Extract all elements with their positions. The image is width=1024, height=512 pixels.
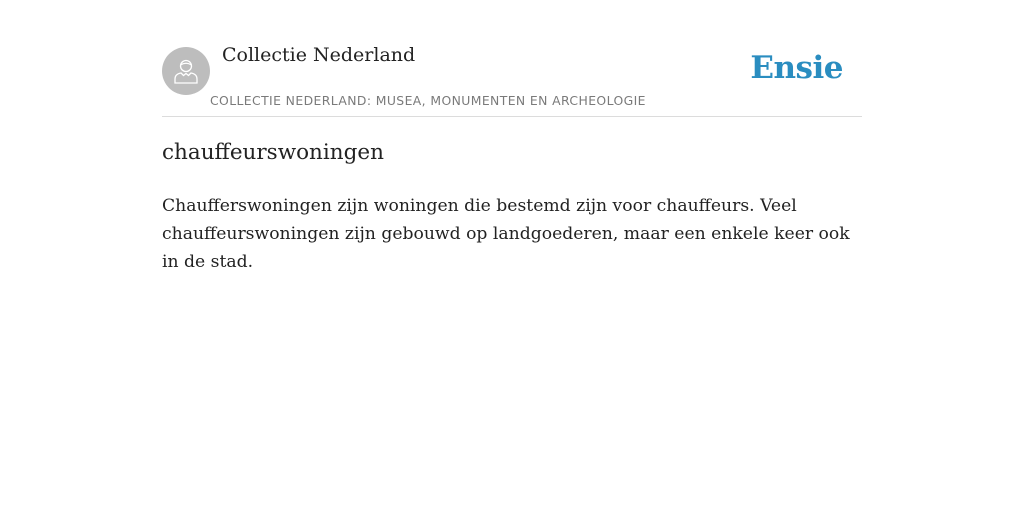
author-avatar[interactable] (162, 47, 210, 95)
user-avatar-icon (171, 56, 201, 86)
author-name[interactable]: Collectie Nederland (222, 44, 416, 66)
ensie-logo[interactable]: Ensie (750, 50, 843, 86)
entry-definition: Chaufferswoningen zijn woningen die bestemd zijn voor chauffeurs. Veel chauffeurswoningen zijn gebouwd op landgoederen, maar een enkele keer ook in de stad. (162, 196, 850, 272)
entry-card (162, 0, 862, 272)
author-subtitle: COLLECTIE NEDERLAND: MUSEA, MONUMENTEN EN ARCHEOLOGIE (210, 93, 646, 108)
entry-title: chauffeurswoningen (162, 140, 384, 165)
entry-header (162, 0, 862, 117)
